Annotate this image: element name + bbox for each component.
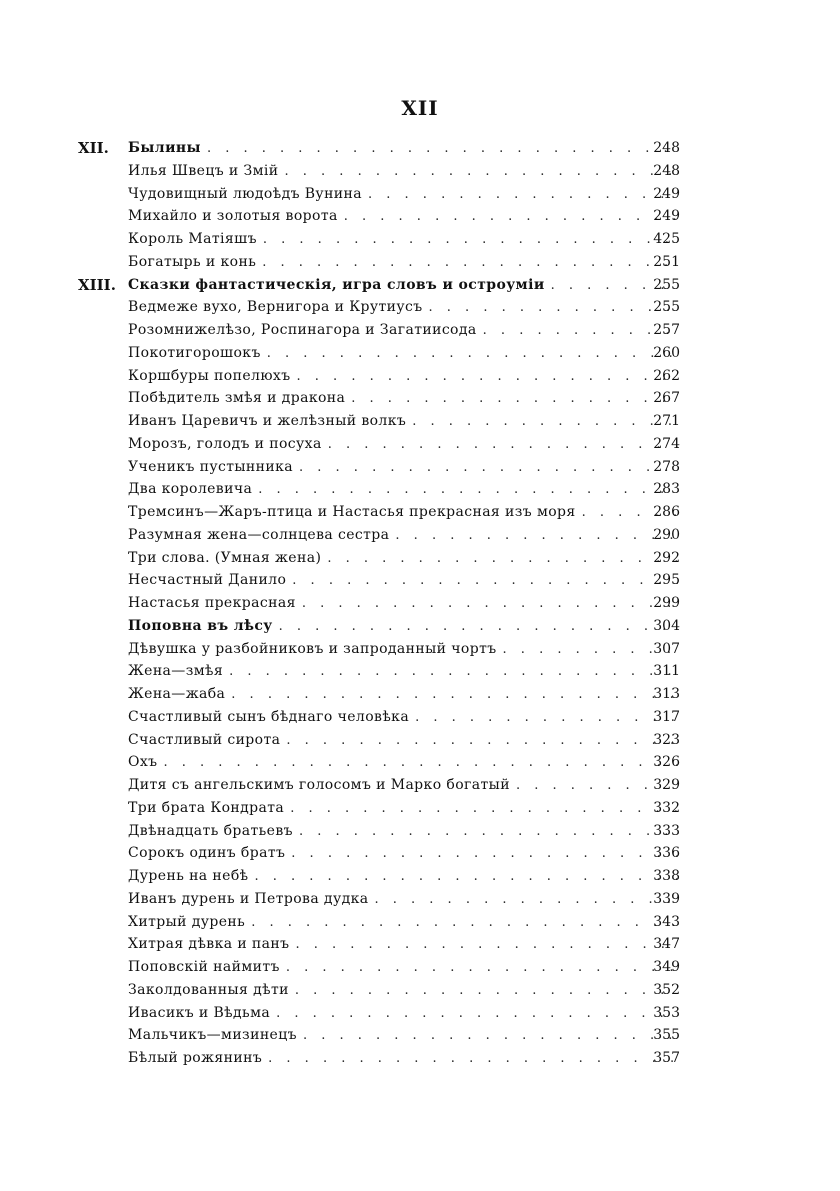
- entry-line: [128, 524, 678, 548]
- page-number: 249: [653, 208, 680, 225]
- entry-line: [128, 1024, 678, 1048]
- page-number: 278: [653, 458, 680, 475]
- entry-title: Тремсинъ—Жаръ-птица и Настасья прекрасная изъ моря: [128, 504, 576, 520]
- page-number: 251: [653, 253, 680, 270]
- section-number: XIII.: [78, 275, 116, 294]
- toc-entry: [0, 842, 840, 865]
- page-number: 338: [653, 868, 680, 884]
- entry-line: [128, 296, 678, 320]
- dot-leader: [262, 252, 678, 275]
- page-number: 333: [653, 822, 680, 839]
- page-number: 267: [653, 390, 680, 407]
- page-number: 304: [653, 617, 680, 634]
- entry-line: [128, 706, 678, 730]
- entry-title: Мальчикъ—мизинецъ: [128, 1027, 297, 1044]
- dot-leader: [303, 1025, 678, 1048]
- entry-title: Жена—жаба: [128, 686, 226, 702]
- page-number: 323: [653, 731, 680, 748]
- page-number: 292: [653, 549, 680, 566]
- page-number: 262: [653, 367, 680, 384]
- dot-leader: [412, 411, 678, 434]
- entry-title: Былины: [128, 140, 201, 156]
- entry-title: Чудовищный людоѣдъ Вунина: [128, 185, 363, 202]
- entry-title: Хитрая дѣвка и панъ: [128, 936, 290, 953]
- entry-line: [128, 865, 678, 889]
- dot-leader: [263, 229, 678, 252]
- page-number: 332: [653, 799, 680, 816]
- entry-line: [128, 615, 678, 639]
- dot-leader: [299, 457, 678, 480]
- entry-line: [128, 456, 678, 480]
- dot-leader: [255, 866, 679, 889]
- dot-leader: [268, 1048, 678, 1071]
- toc-entry: [0, 183, 840, 206]
- toc-entry: [0, 251, 840, 274]
- toc-entry: [0, 296, 840, 319]
- dot-leader: [291, 843, 678, 866]
- page-number: 326: [653, 754, 680, 771]
- toc-entry: [0, 979, 840, 1002]
- toc-entry: [0, 888, 840, 911]
- entry-title: Счастливый сирота: [128, 731, 281, 748]
- dot-leader: [267, 343, 678, 366]
- entry-title: Жена—змѣя: [128, 663, 224, 680]
- toc-entry: [0, 751, 840, 774]
- dot-leader: [276, 1003, 678, 1026]
- toc-entry: [0, 365, 840, 388]
- page-number: 357: [653, 1050, 680, 1066]
- toc-entry: [0, 797, 840, 820]
- entry-line: [128, 160, 678, 184]
- entry-title: Два королевича: [128, 481, 253, 498]
- toc-entry: [0, 137, 840, 160]
- page-number: 425: [653, 231, 680, 247]
- entry-title: Иванъ дурень и Петрова дудка: [128, 890, 369, 907]
- page-number: 274: [653, 435, 680, 452]
- toc-entry: [0, 1047, 840, 1070]
- entry-line: [128, 319, 678, 343]
- dot-leader: [295, 934, 678, 957]
- entry-line: [128, 888, 678, 912]
- dot-leader: [299, 821, 678, 844]
- page-number: 295: [653, 572, 680, 589]
- page-number: 349: [653, 959, 680, 975]
- page-header: XII: [401, 96, 439, 120]
- table-of-contents: [0, 137, 840, 1070]
- entry-line: [128, 501, 678, 525]
- entry-line: [128, 478, 678, 502]
- dot-leader: [415, 707, 678, 730]
- dot-leader: [327, 548, 678, 571]
- page-number: 353: [653, 1004, 680, 1021]
- page-number: 347: [653, 936, 680, 953]
- entry-title: Дурень на небѣ: [128, 868, 249, 884]
- toc-entry: [0, 569, 840, 592]
- entry-line: [128, 956, 678, 980]
- page-number: 317: [653, 708, 680, 725]
- toc-entry: [0, 1024, 840, 1047]
- entry-line: [128, 569, 678, 593]
- dot-leader: [231, 684, 678, 707]
- toc-entry: [0, 615, 840, 638]
- entry-title: Иванъ Царевичъ и желѣзный волкъ: [128, 413, 407, 429]
- entry-title: Счастливый сынъ бѣднаго человѣка: [128, 708, 410, 725]
- dot-leader: [295, 980, 678, 1003]
- dot-leader: [279, 616, 678, 639]
- entry-line: [128, 797, 678, 821]
- dot-leader: [395, 525, 678, 548]
- toc-entry: [0, 592, 840, 615]
- entry-line: [128, 433, 678, 457]
- page-number: 352: [653, 981, 680, 998]
- dot-leader: [229, 661, 678, 684]
- entry-line: [128, 842, 678, 866]
- page-number: 248: [653, 162, 680, 179]
- entry-title: Илья Швецъ и Змій: [128, 162, 279, 179]
- entry-title: Сорокъ одинъ братъ: [128, 845, 286, 862]
- page-number: 249: [653, 185, 680, 202]
- page-number: 307: [653, 640, 680, 657]
- page-number: 290: [653, 526, 680, 543]
- toc-entry: [0, 729, 840, 752]
- entry-line: [128, 183, 678, 207]
- section-number: XII.: [78, 139, 109, 157]
- dot-leader: [351, 388, 678, 411]
- dot-leader: [290, 798, 678, 821]
- page-number: 260: [653, 344, 680, 361]
- toc-entry: [0, 524, 840, 547]
- entry-line: [128, 638, 678, 662]
- toc-entry: [0, 478, 840, 501]
- toc-entry: [0, 933, 840, 956]
- dot-leader: [368, 184, 678, 207]
- page-number: 248: [653, 140, 680, 156]
- entry-line: [128, 547, 678, 571]
- entry-line: [128, 410, 678, 434]
- entry-title: Три слова. (Умная жена): [128, 549, 322, 566]
- entry-line: [128, 205, 678, 229]
- toc-entry: [0, 274, 840, 297]
- toc-entry: [0, 865, 840, 888]
- entry-title: Ученикъ пустынника: [128, 458, 294, 475]
- page-number: 286: [653, 504, 680, 520]
- entry-line: [128, 979, 678, 1003]
- page-number: 336: [653, 845, 680, 862]
- toc-entry: [0, 501, 840, 524]
- entry-title: Три брата Кондрата: [128, 799, 285, 816]
- dot-leader: [328, 434, 678, 457]
- dot-leader: [429, 297, 678, 320]
- dot-leader: [344, 206, 678, 229]
- dot-leader: [163, 752, 678, 775]
- page-number: 255: [653, 299, 680, 316]
- entry-line: [128, 387, 678, 411]
- entry-title: Побѣдитель змѣя и дракона: [128, 390, 346, 407]
- entry-line: [128, 933, 678, 957]
- entry-title: Розомнижелѣзо, Роспинагора и Загатиисода: [128, 322, 477, 338]
- entry-line: [128, 774, 678, 798]
- dot-leader: [258, 479, 678, 502]
- entry-title: Дитя съ ангельскимъ голосомъ и Марко богатый: [128, 777, 510, 793]
- entry-line: [128, 274, 678, 298]
- page-number: 355: [653, 1027, 680, 1044]
- dot-leader: [251, 912, 678, 935]
- entry-title: Покотигорошокъ: [128, 344, 261, 361]
- toc-entry: [0, 433, 840, 456]
- toc-entry: [0, 410, 840, 433]
- entry-title: Поповна въ лѣсу: [128, 617, 273, 634]
- entry-line: [128, 683, 678, 707]
- page-number: 257: [653, 322, 680, 338]
- page-number: 339: [653, 890, 680, 907]
- entry-title: Дѣвушка у разбойниковъ и запроданный чортъ: [128, 640, 497, 657]
- entry-line: [128, 1002, 678, 1026]
- dot-leader: [285, 161, 678, 184]
- entry-line: [128, 911, 678, 935]
- dot-leader: [297, 366, 678, 389]
- entry-title: Бѣлый рожянинъ: [128, 1050, 263, 1066]
- page-number: 299: [653, 595, 680, 611]
- entry-title: Поповскій наймитъ: [128, 959, 280, 975]
- toc-entry: [0, 205, 840, 228]
- toc-entry: [0, 956, 840, 979]
- entry-title: Хитрый дурень: [128, 913, 246, 930]
- page-number: 311: [653, 663, 680, 680]
- entry-line: [128, 365, 678, 389]
- toc-entry: [0, 706, 840, 729]
- dot-leader: [302, 593, 678, 616]
- entry-title: Коршбуры попелюхъ: [128, 367, 291, 384]
- toc-entry: [0, 342, 840, 365]
- entry-title: Разумная жена—солнцева сестра: [128, 526, 390, 543]
- entry-line: [128, 228, 678, 252]
- entry-title: Ведмеже вухо, Вернигора и Крутиусъ: [128, 299, 423, 316]
- entry-title: Король Матіяшъ: [128, 231, 257, 247]
- toc-entry: [0, 660, 840, 683]
- toc-entry: [0, 1002, 840, 1025]
- toc-entry: [0, 820, 840, 843]
- dot-leader: [292, 570, 678, 593]
- toc-entry: [0, 683, 840, 706]
- entry-title: Михайло и золотыя ворота: [128, 208, 338, 225]
- entry-line: [128, 592, 678, 616]
- toc-entry: [0, 638, 840, 661]
- dot-leader: [375, 889, 679, 912]
- toc-entry: [0, 160, 840, 183]
- entry-line: [128, 729, 678, 753]
- entry-line: [128, 342, 678, 366]
- toc-entry: [0, 319, 840, 342]
- entry-title: Настасья прекрасная: [128, 595, 296, 611]
- toc-entry: [0, 456, 840, 479]
- entry-line: [128, 1047, 678, 1071]
- entry-title: Ивасикъ и Вѣдьма: [128, 1004, 271, 1021]
- entry-line: [128, 751, 678, 775]
- page-number: 329: [653, 777, 680, 793]
- page-number: 313: [653, 686, 680, 702]
- entry-line: [128, 137, 678, 161]
- page-number: 255: [653, 276, 680, 293]
- dot-leader: [286, 957, 678, 980]
- entry-title: Сказки фантастическія, игра словъ и остроуміи: [128, 276, 545, 293]
- entry-title: Морозъ, голодъ и посуха: [128, 435, 322, 452]
- toc-entry: [0, 228, 840, 251]
- entry-line: [128, 820, 678, 844]
- dot-leader: [207, 138, 678, 161]
- entry-title: Двѣнадцать братьевъ: [128, 822, 293, 839]
- toc-entry: [0, 774, 840, 797]
- entry-title: Богатырь и конь: [128, 253, 257, 270]
- entry-line: [128, 660, 678, 684]
- entry-title: Заколдованныя дѣти: [128, 981, 289, 998]
- page-number: 343: [653, 913, 680, 930]
- page-number: 271: [653, 413, 680, 429]
- toc-entry: [0, 387, 840, 410]
- toc-entry: [0, 911, 840, 934]
- entry-title: Охъ: [128, 754, 158, 771]
- entry-line: [128, 251, 678, 275]
- entry-title: Несчастный Данило: [128, 572, 287, 589]
- toc-entry: [0, 547, 840, 570]
- page-number: 283: [653, 481, 680, 498]
- dot-leader: [286, 730, 678, 753]
